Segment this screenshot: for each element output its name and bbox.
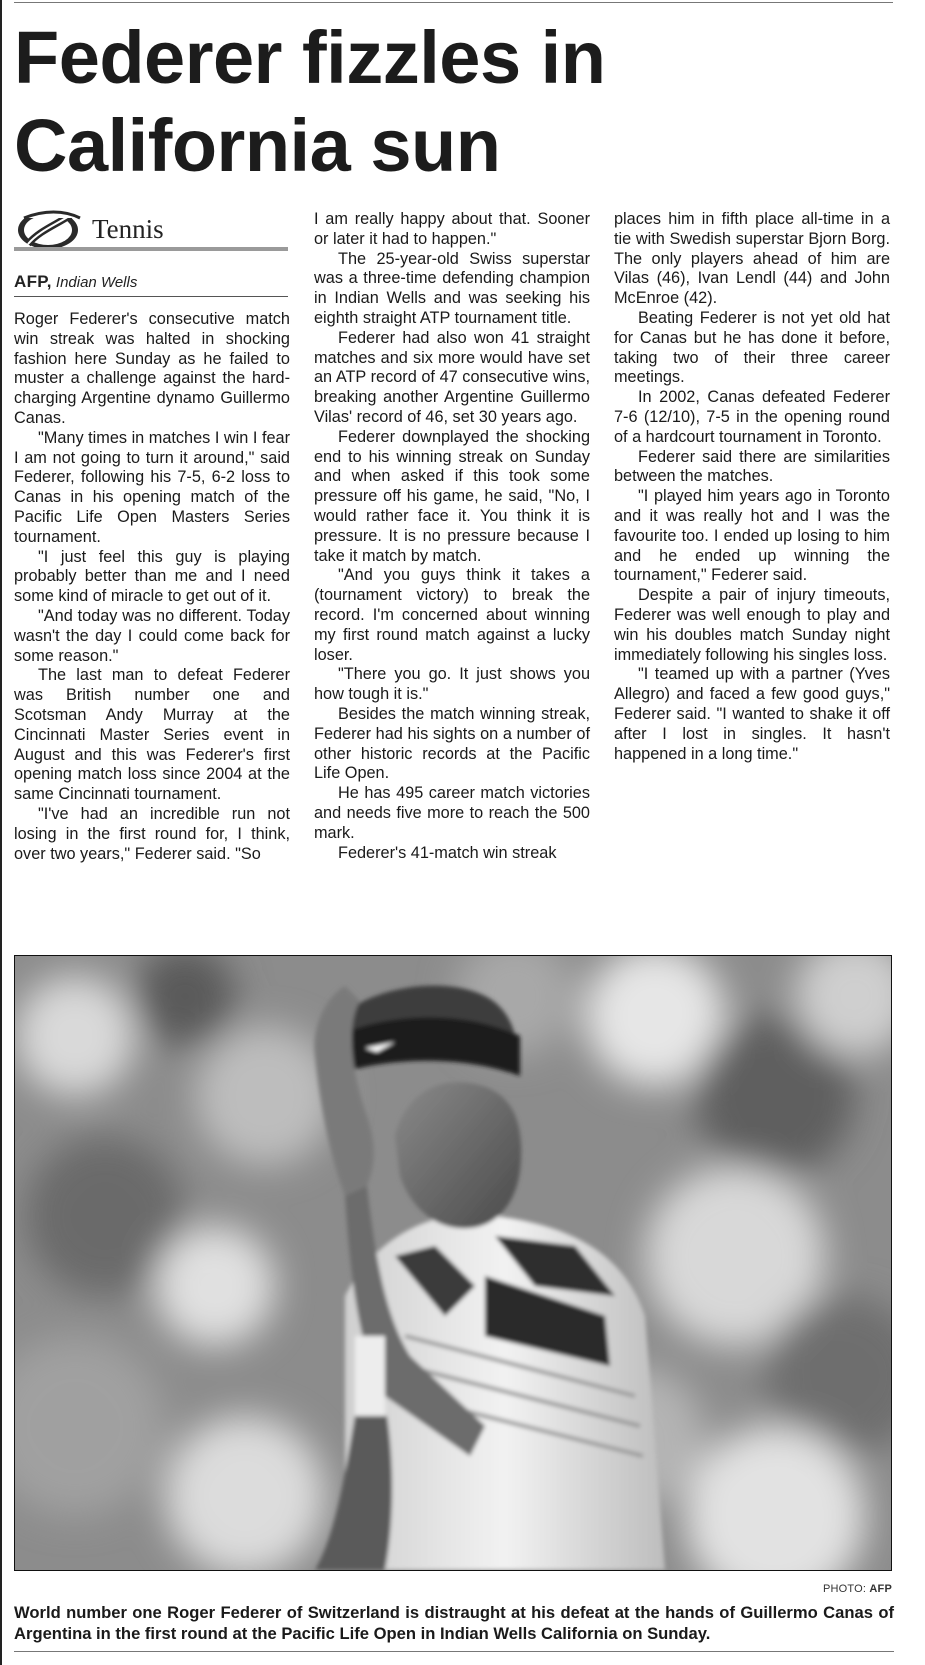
headline-line-1: Federer fizzles in bbox=[14, 16, 606, 99]
section-header bbox=[14, 204, 288, 252]
photo-credit-source: AFP bbox=[869, 1583, 892, 1595]
byline-divider bbox=[14, 296, 288, 297]
byline-place: Indian Wells bbox=[55, 274, 138, 291]
article-column-1 bbox=[14, 310, 290, 864]
paragraph: "I just feel this guy is playing probably better than me and I need some kind of miracle to get out of it. bbox=[14, 547, 290, 606]
paragraph: Federer had also won 41 straight matches and six more would have set an ATP record of 47 consecutive wins, breaking another Argentine Guillermo Vilas' record of 46, set 30 years ago. bbox=[314, 328, 590, 426]
photo-credit-label: PHOTO: bbox=[822, 1583, 867, 1595]
tennis-ball-icon bbox=[14, 208, 88, 248]
paragraph: Beating Federer is not yet old hat for Canas but he has done it before, taking two of their three career meetings. bbox=[614, 308, 890, 387]
paragraph: The last man to defeat Federer was British number one and Scotsman Andy Murray at the Cincinnati Master Series event in August and this was Federer's first opening match loss since 2004 at the same Cincinnati tournament. bbox=[14, 666, 290, 804]
paragraph: Federer's 41-match win streak bbox=[338, 843, 557, 862]
section-label: Tennis bbox=[92, 214, 164, 244]
paragraph: places him in fifth place all-time in a tie with Swedish superstar Bjorn Borg. The only players ahead of him are Vilas (46), Ivan Lendl (44) and John McEnroe (42). bbox=[614, 210, 890, 308]
section-divider bbox=[14, 247, 288, 251]
paragraph: "And today was no different. Today wasn't the day I could come back for some reason." bbox=[14, 606, 290, 665]
paragraph: "There you go. It just shows you how tough it is." bbox=[314, 665, 590, 704]
top-rule bbox=[14, 2, 893, 3]
paragraph: "And you guys think it takes a (tournament victory) to break the record. I'm concerned about winning my first round match against a lucky loser. bbox=[314, 566, 590, 664]
paragraph: "I've had an incredible run not losing in the first round for, I think, over two years," Federer said. "So bbox=[14, 804, 290, 863]
bottom-rule bbox=[14, 1651, 894, 1652]
page-border bbox=[0, 0, 2, 1665]
byline bbox=[14, 272, 137, 292]
paragraph: Federer said there are similarities between the matches. bbox=[614, 447, 890, 486]
paragraph: "Many times in matches I win I fear I am not going to turn it around," said Federer, following his 7-5, 6-2 loss to Canas in his opening match of the Pacific Life Open Masters Series tournament. bbox=[14, 428, 290, 546]
paragraph: The 25-year-old Swiss superstar was a three-time defending champion in Indian Wells and was seeking his eighth straight ATP tournament title. bbox=[314, 249, 590, 327]
paragraph: He has 495 career match victories and needs five more to reach the 500 mark. bbox=[314, 784, 590, 842]
headline-line-2: California sun bbox=[14, 104, 501, 187]
player-photo-illustration bbox=[15, 956, 891, 1570]
paragraph: Besides the match winning streak, Federer had his sights on a number of other historic records at the Pacific Life Open. bbox=[314, 704, 590, 783]
byline-agency: AFP, bbox=[14, 272, 52, 291]
paragraph: Roger Federer's consecutive match win streak was halted in shocking fashion here Sunday as he failed to muster a challenge against the hard-charging Argentine dynamo Guillermo Canas. bbox=[14, 310, 290, 427]
article-column-3 bbox=[614, 210, 890, 764]
photo-credit bbox=[823, 1583, 892, 1595]
paragraph: Federer downplayed the shocking end to his winning streak on Sunday and when asked if this took some pressure off his game, he said, "No, I would rather face it. You think it is pressure. It is no pressure because I take it match by match. bbox=[314, 427, 590, 565]
paragraph: "I teamed up with a partner (Yves Allegro) and faced a few good guys," Federer said. "I wanted to shake it off after I lost in singles. It hasn't happened in a long time." bbox=[614, 665, 890, 763]
photo-caption: World number one Roger Federer of Switzerland is distraught at his defeat at the hands of Guillermo Canas of Argentina in the first round at the Pacific Life Open in Indian Wells California on Sunday. bbox=[14, 1603, 894, 1643]
paragraph: Despite a pair of injury timeouts, Federer was well enough to play and win his doubles match Sunday night immediately following his singles loss. bbox=[614, 586, 890, 664]
paragraph: "I played him years ago in Toronto and it was really hot and I was the favourite too. I ended up losing to him and he ended up winning the tournament," Federer said. bbox=[614, 487, 890, 585]
news-photo bbox=[14, 955, 892, 1571]
headline bbox=[14, 14, 894, 190]
paragraph: I am really happy about that. Sooner or later it had to happen." bbox=[314, 210, 590, 248]
article-column-2 bbox=[314, 210, 590, 863]
paragraph: In 2002, Canas defeated Federer 7-6 (12/10), 7-5 in the opening round of a hardcourt tournament in Toronto. bbox=[614, 388, 890, 446]
